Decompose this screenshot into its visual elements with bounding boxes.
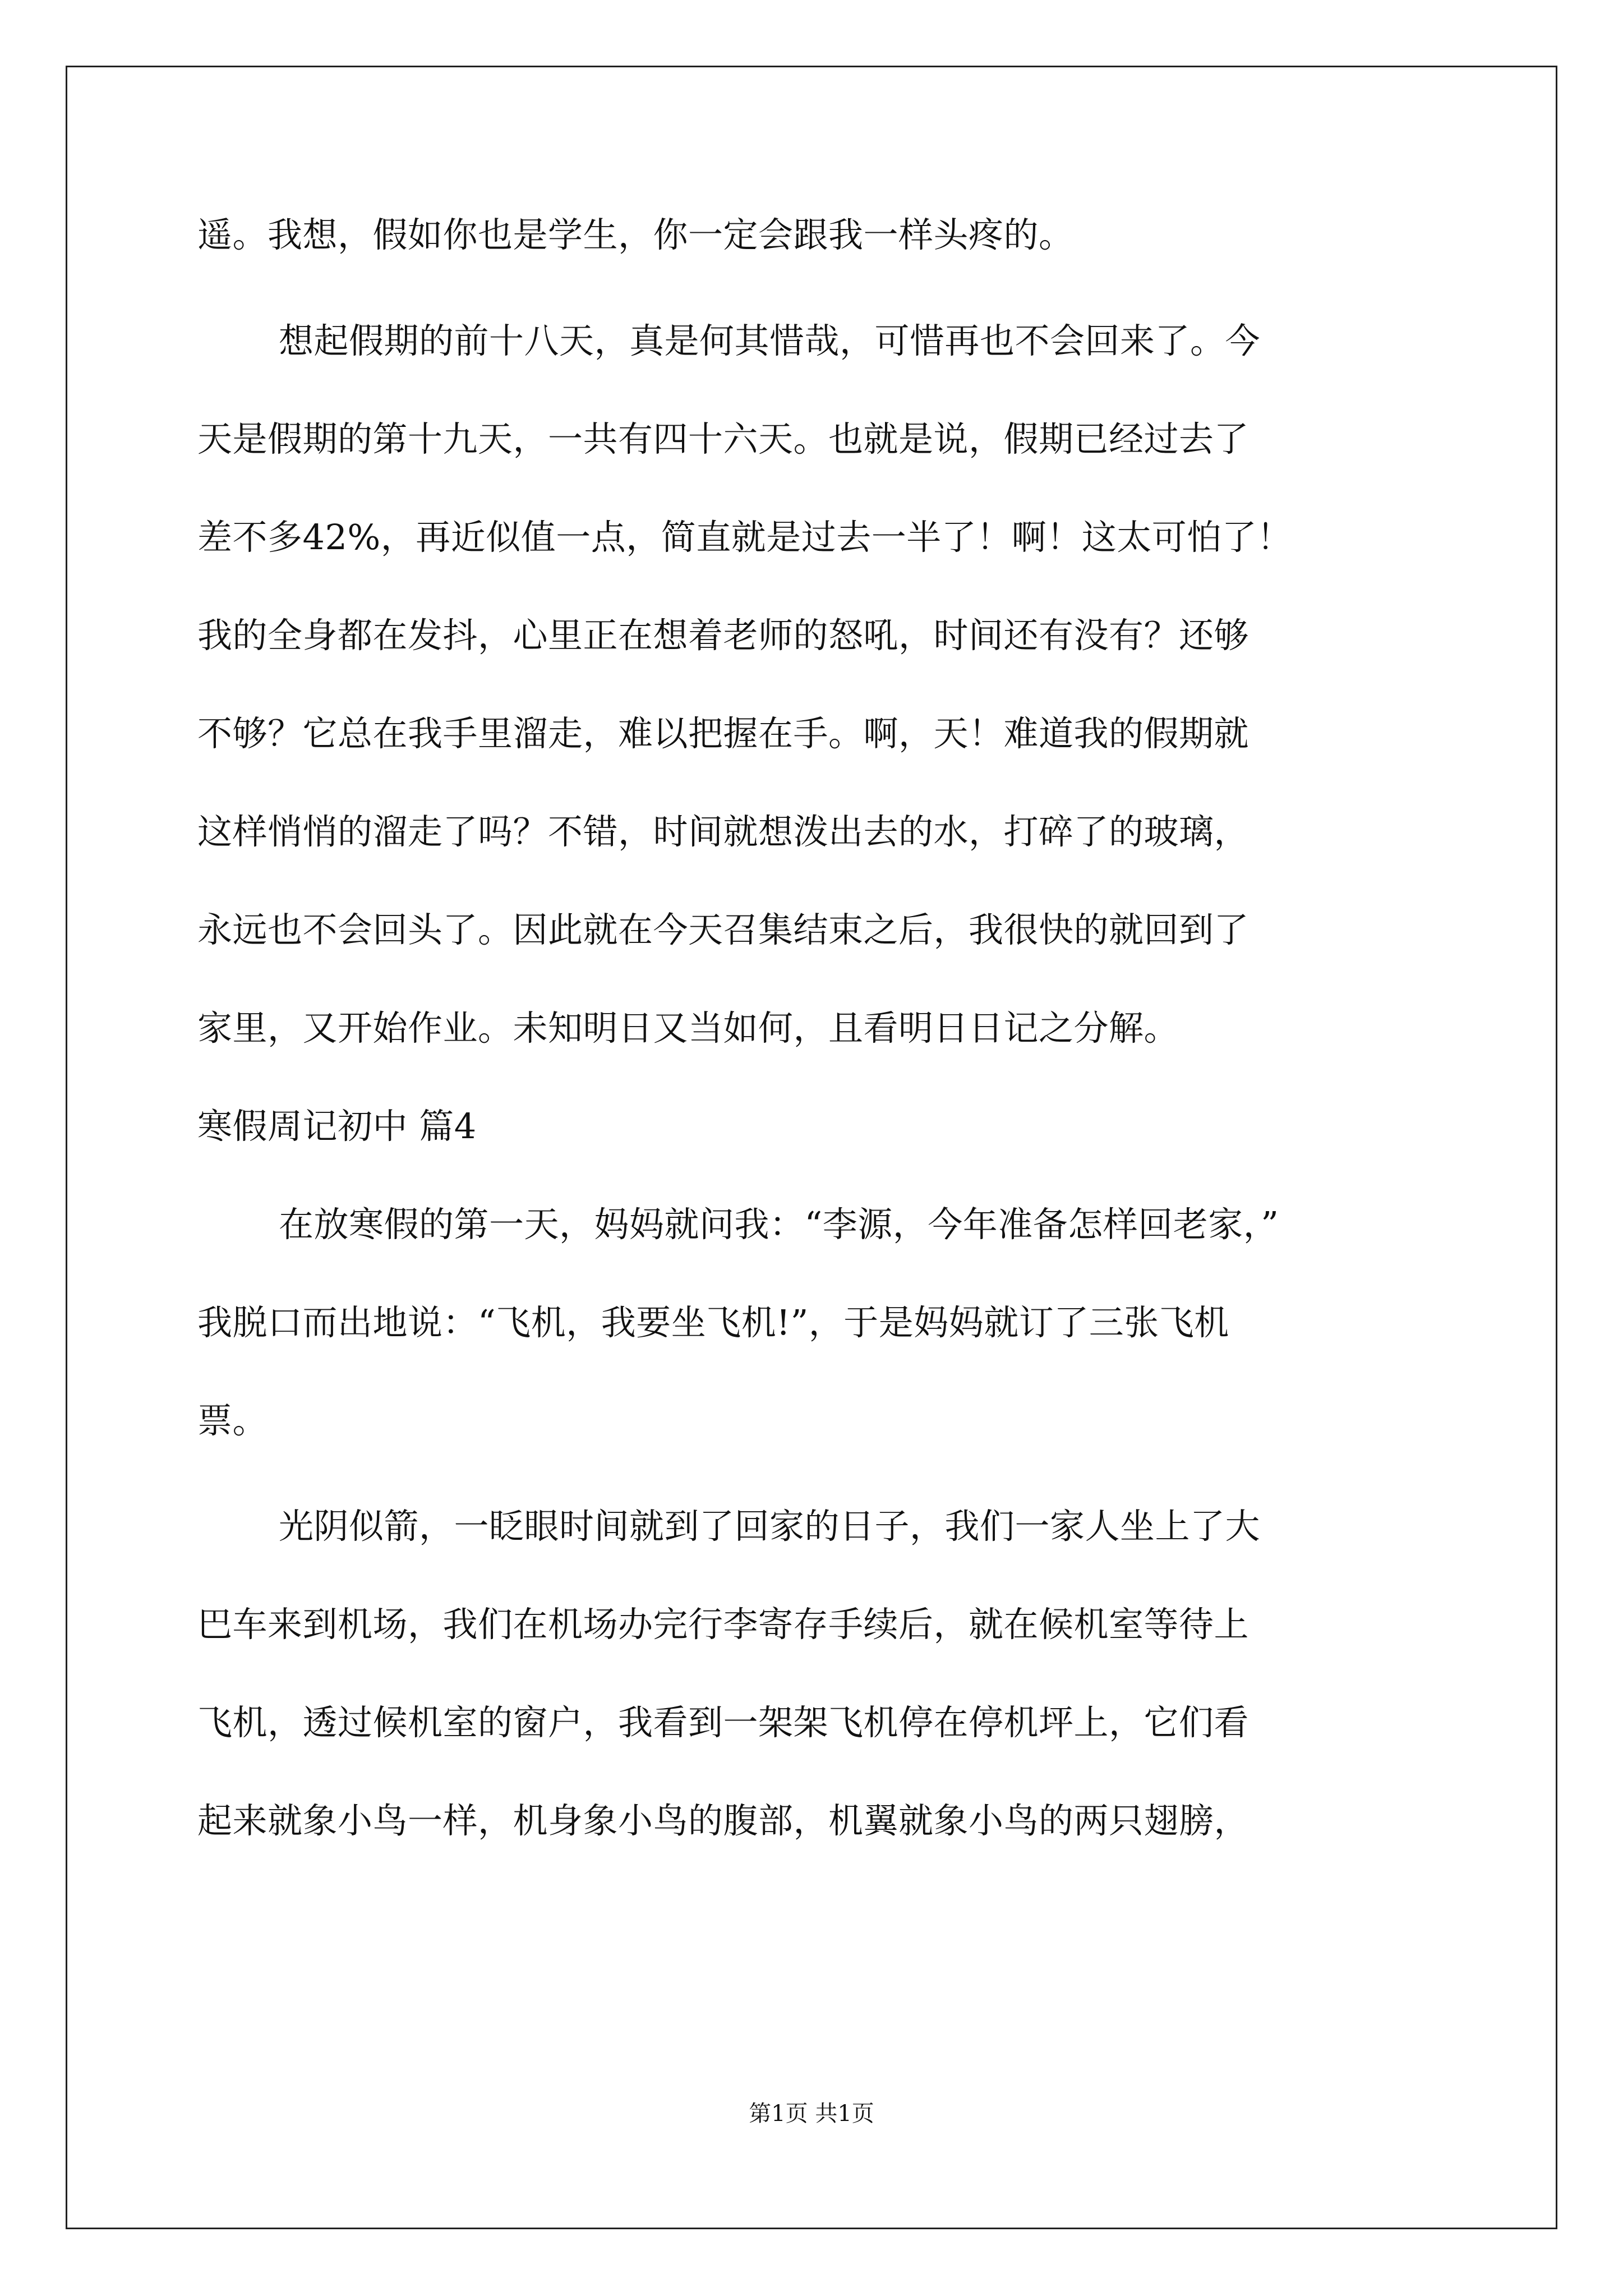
paragraph-line: 天是假期的第十九天，一共有四十六天。也就是说，假期已经过去了 — [197, 418, 1249, 459]
paragraph-line: 这样悄悄的溜走了吗？不错，时间就想泼出去的水，打碎了的玻璃， — [197, 811, 1249, 852]
paragraph-line: 差不多42%，再近似值一点，简直就是过去一半了！啊！这太可怕了！ — [197, 517, 1292, 558]
paragraph-line: 起来就象小鸟一样，机身象小鸟的腹部，机翼就象小鸟的两只翅膀， — [197, 1800, 1249, 1841]
paragraph-line: 巴车来到机场，我们在机场办完行李寄存手续后，就在候机室等待上 — [197, 1604, 1249, 1645]
section-heading: 寒假周记初中 篇4 — [197, 1106, 477, 1147]
paragraph-line: 不够？它总在我手里溜走，难以把握在手。啊，天！难道我的假期就 — [197, 713, 1249, 754]
paragraph-line: 我脱口而出地说：“飞机，我要坐飞机!”，于是妈妈就订了三张飞机 — [197, 1302, 1229, 1343]
paragraph-line: 遥。我想，假如你也是学生，你一定会跟我一样头疼的。 — [197, 214, 1074, 255]
paragraph-line: 飞机，透过候机室的窗户，我看到一架架飞机停在停机坪上，它们看 — [197, 1702, 1249, 1743]
page-footer: 第1页 共1页 — [749, 2101, 874, 2127]
paragraph-line: 永远也不会回头了。因此就在今天召集结束之后，我很快的就回到了 — [197, 909, 1249, 950]
paragraph-line: 想起假期的前十八天，真是何其惜哉，可惜再也不会回来了。今 — [279, 320, 1261, 361]
paragraph-line: 我的全身都在发抖，心里正在想着老师的怒吼，时间还有没有？还够 — [197, 615, 1249, 656]
paragraph-line: 家里，又开始作业。未知明日又当如何，且看明日日记之分解。 — [197, 1007, 1179, 1048]
paragraph-line: 光阴似箭，一眨眼时间就到了回家的日子，我们一家人坐上了大 — [279, 1506, 1261, 1547]
paragraph-line: 在放寒假的第一天，妈妈就问我：“李源，今年准备怎样回老家，” — [279, 1204, 1279, 1245]
paragraph-line: 票。 — [197, 1400, 268, 1441]
